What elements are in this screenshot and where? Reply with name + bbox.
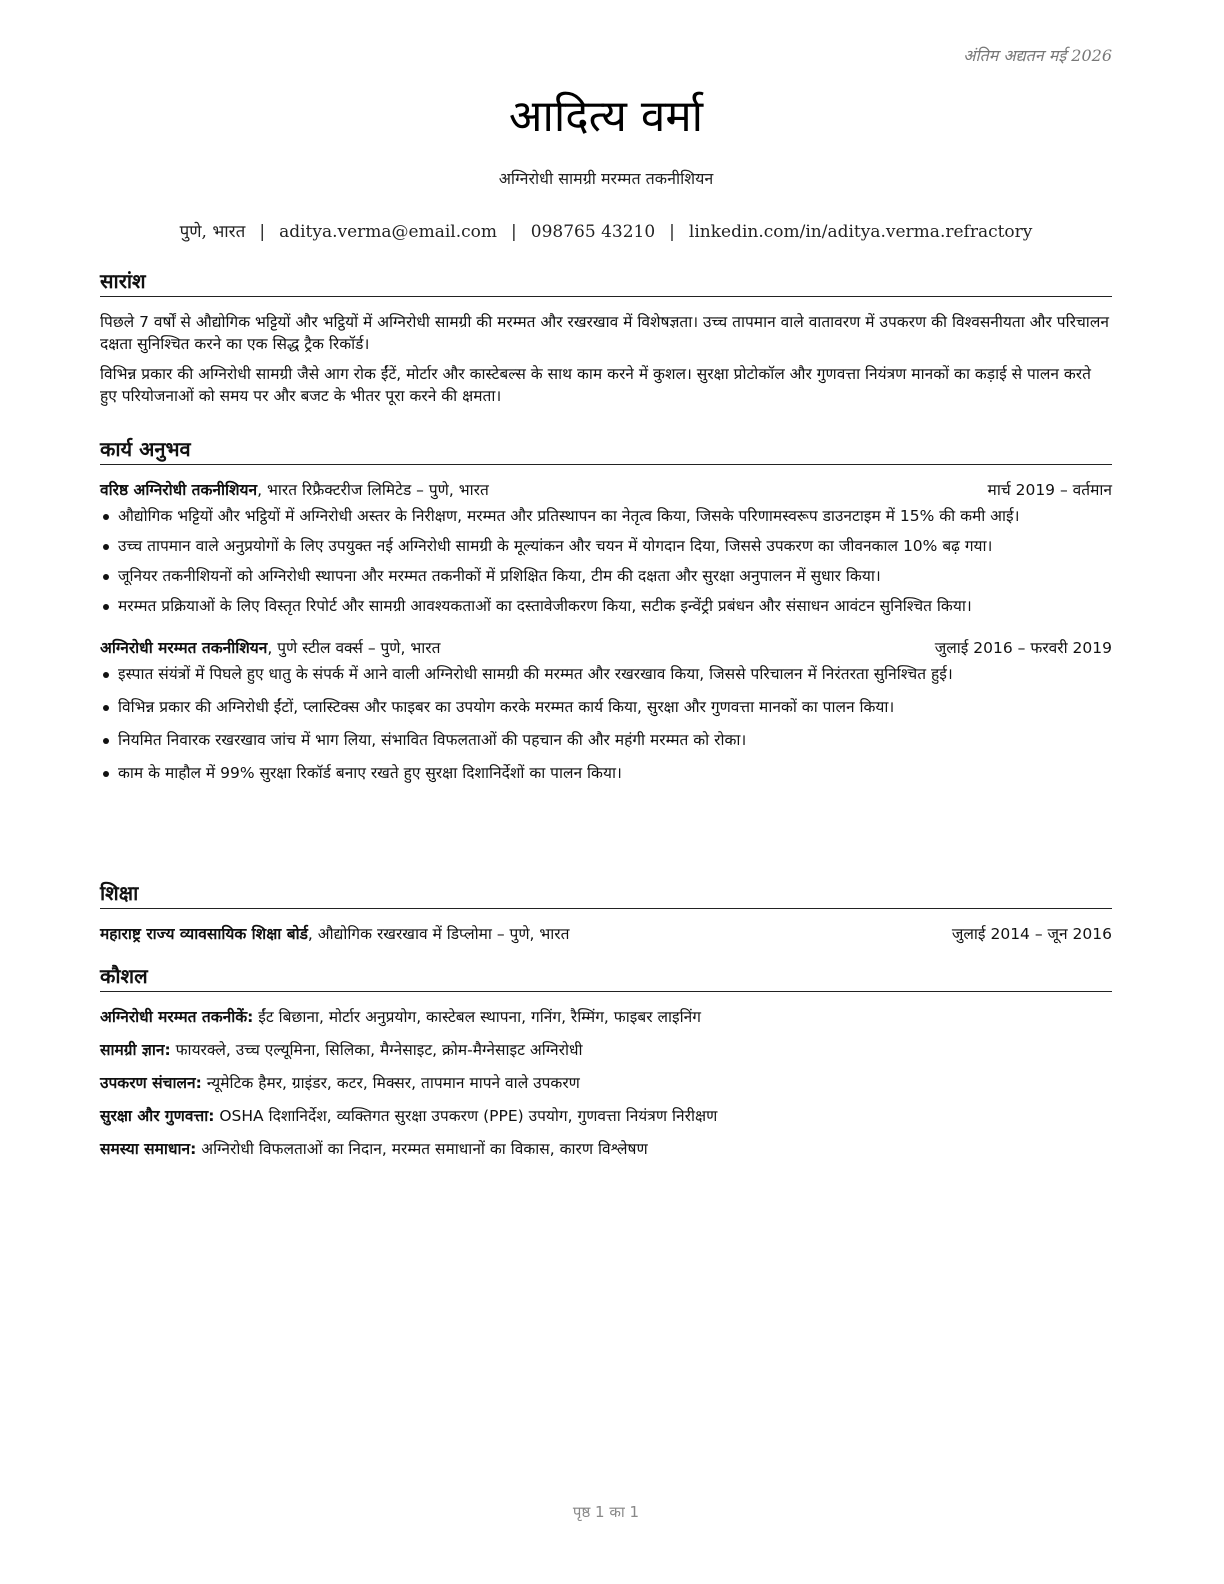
page-number: पृष्ठ 1 का 1 [572, 1503, 640, 1521]
skill-value: अग्निरोधी विफलताओं का निदान, मरम्मत समाधानों का विकास, कारण विश्लेषण [196, 1140, 648, 1158]
contact-phone[interactable]: 098765 43210 [530, 222, 656, 242]
job-organization: , भारत रिफ्रैक्टरीज लिमिटेड – पुणे, भारत [257, 481, 489, 499]
skill-value: न्यूमेटिक हैमर, ग्राइंडर, कटर, मिक्सर, तापमान मापने वाले उपकरण [201, 1074, 580, 1092]
contact-separator: | [669, 222, 675, 242]
job-organization: , पुणे स्टील वर्क्स – पुणे, भारत [267, 639, 441, 657]
summary-paragraph: विभिन्न प्रकार की अग्निरोधी सामग्री जैसे आग रोक ईंटें, मोर्टार और कास्टेबल्स के साथ काम करने में कुशल। सुरक्षा प्रोटोकॉल और गुणवत्ता नियंत्रण मानकों का कड़ाई से पालन करते हुए परियोजनाओं को समय पर और बजट के भीतर पूरा करने की क्षमता। [100, 365, 1091, 405]
list-item: जूनियर तकनीशियनों को अग्निरोधी स्थापना और मरम्मत तकनीकों में प्रशिक्षित किया, टीम की दक्षता और सुरक्षा अनुपालन में सुधार किया। [100, 565, 1112, 587]
resume-page [100, 0, 1112, 1584]
skill-row [100, 1006, 1112, 1028]
contact-linkedin[interactable]: linkedin.com/in/aditya.verma.refractory [688, 222, 1033, 242]
list-item: इस्पात संयंत्रों में पिघले हुए धातु के संपर्क में आने वाली अग्निरोधी सामग्री की मरम्मत और रखरखाव किया, जिससे परिचालन में निरंतरता सुनिश्चित हुई। [100, 663, 1112, 685]
contact-separator: | [259, 222, 266, 242]
summary-section [100, 268, 1112, 407]
skill-label: समस्या समाधान: [100, 1140, 197, 1158]
job-bullets [100, 505, 1112, 617]
education-institution: महाराष्ट्र राज्य व्यावसायिक शिक्षा बोर्ड [100, 925, 308, 943]
skills-section [100, 963, 1112, 1160]
skill-label: सुरक्षा और गुणवत्ता: [100, 1107, 215, 1125]
job-entry [100, 479, 1112, 617]
job-header [100, 479, 1112, 501]
contact-line [100, 219, 1112, 242]
skill-row [100, 1072, 1112, 1094]
summary-heading: सारांश [100, 268, 1112, 297]
job-dates: मार्च 2019 – वर्तमान [987, 481, 1112, 499]
skill-row [100, 1039, 1112, 1061]
skill-value: फायरक्ले, उच्च एल्यूमिना, सिलिका, मैग्नेसाइट, क्रोम-मैग्नेसाइट अग्निरोधी [170, 1041, 583, 1059]
last-updated: अंतिम अद्यतन मई 2026 [963, 46, 1112, 65]
education-heading: शिक्षा [100, 880, 1112, 909]
candidate-name: आदित्य वर्मा [508, 91, 704, 142]
skills-heading: कौशल [100, 963, 1112, 992]
skill-label: उपकरण संचालन: [100, 1074, 202, 1092]
education-entry [100, 923, 1112, 945]
education-dates: जुलाई 2014 – जून 2016 [951, 925, 1112, 943]
skill-label: सामग्री ज्ञान: [100, 1041, 171, 1059]
skill-value: ईंट बिछाना, मोर्टार अनुप्रयोग, कास्टेबल स्थापना, गनिंग, रैम्मिंग, फाइबर लाइनिंग [253, 1008, 701, 1026]
skill-row [100, 1105, 1112, 1127]
skill-value: OSHA दिशानिर्देश, व्यक्तिगत सुरक्षा उपकरण (PPE) उपयोग, गुणवत्ता नियंत्रण निरीक्षण [214, 1107, 718, 1125]
job-header [100, 637, 1112, 659]
contact-separator: | [511, 222, 517, 242]
job-bullets [100, 663, 1112, 784]
list-item: विभिन्न प्रकार की अग्निरोधी ईंटों, प्लास्टिक्स और फाइबर का उपयोग करके मरम्मत कार्य किया, सुरक्षा और गुणवत्ता मानकों का पालन किया। [100, 696, 1112, 718]
experience-section [100, 436, 1112, 784]
contact-location: पुणे, भारत [179, 222, 246, 242]
list-item: औद्योगिक भट्टियों और भट्ठियों में अग्निरोधी अस्तर के निरीक्षण, मरम्मत और प्रतिस्थापन का नेतृत्व किया, जिसके परिणामस्वरूप डाउनटाइम में 15% की कमी आई। [100, 505, 1112, 527]
education-detail: , औद्योगिक रखरखाव में डिप्लोमा – पुणे, भारत [307, 925, 570, 943]
contact-email[interactable]: aditya.verma@email.com [279, 222, 498, 242]
experience-heading: कार्य अनुभव [100, 436, 1112, 465]
list-item: काम के माहौल में 99% सुरक्षा रिकॉर्ड बनाए रखते हुए सुरक्षा दिशानिर्देशों का पालन किया। [100, 762, 1112, 784]
skill-row [100, 1138, 1112, 1160]
list-item: नियमित निवारक रखरखाव जांच में भाग लिया, संभावित विफलताओं की पहचान की और महंगी मरम्मत को रोका। [100, 729, 1112, 751]
summary-paragraph: पिछले 7 वर्षों से औद्योगिक भट्टियों और भट्ठियों में अग्निरोधी सामग्री की मरम्मत और रखरखाव में विशेषज्ञता। उच्च तापमान वाले वातावरण में उपकरण की विश्वसनीयता और परिचालन दक्षता सुनिश्चित करने का एक सिद्ध ट्रैक रिकॉर्ड। [100, 313, 1109, 353]
education-section [100, 880, 1112, 945]
job-dates: जुलाई 2016 – फरवरी 2019 [934, 639, 1112, 657]
list-item: मरम्मत प्रक्रियाओं के लिए विस्तृत रिपोर्ट और सामग्री आवश्यकताओं का दस्तावेजीकरण किया, सटीक इन्वेंट्री प्रबंधन और संसाधन आवंटन सुनिश्चित किया। [100, 595, 1112, 617]
job-role: वरिष्ठ अग्निरोधी तकनीशियन [100, 481, 258, 499]
candidate-title: अग्निरोधी सामग्री मरम्मत तकनीशियन [498, 169, 714, 188]
skill-label: अग्निरोधी मरम्मत तकनीकें: [100, 1008, 254, 1026]
list-item: उच्च तापमान वाले अनुप्रयोगों के लिए उपयुक्त नई अग्निरोधी सामग्री के मूल्यांकन और चयन में योगदान दिया, जिससे उपकरण का जीवनकाल 10% बढ़ गया। [100, 535, 1112, 557]
job-entry [100, 637, 1112, 784]
job-role: अग्निरोधी मरम्मत तकनीशियन [100, 639, 268, 657]
